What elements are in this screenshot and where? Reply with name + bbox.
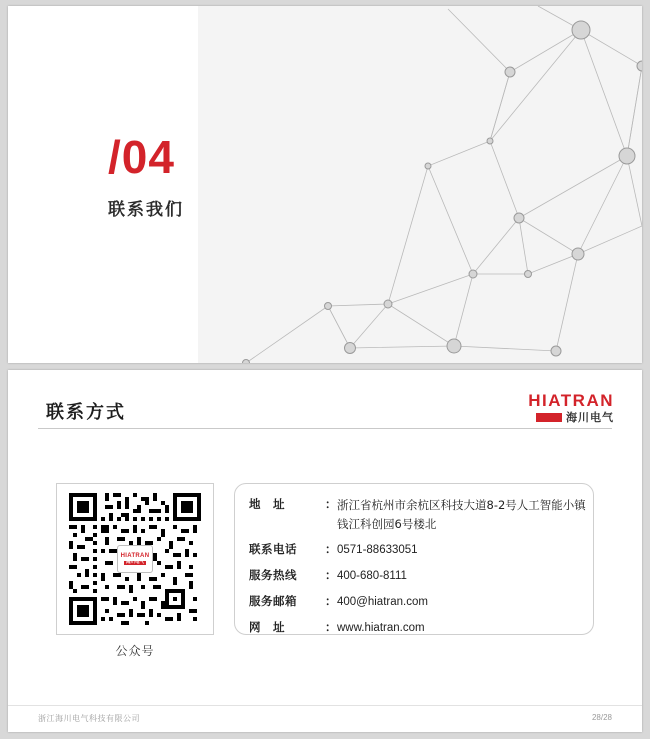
contact-value-line2: 钱江科创园6号楼北 (337, 516, 437, 531)
contact-row-website (249, 619, 593, 638)
footer-company: 浙江海川电气科技有限公司 (38, 714, 140, 723)
qr-code-image (69, 493, 201, 625)
company-logo (528, 392, 614, 423)
contact-row-hotline (249, 567, 593, 586)
contact-info-card (234, 483, 594, 635)
qr-center-logo (117, 545, 153, 573)
contact-label: 网 址 (249, 619, 285, 634)
contact-label: 服务邮箱 (249, 593, 297, 608)
slide-footer (8, 705, 642, 732)
page-title: 联系方式 (46, 402, 126, 423)
contact-label: 服务热线 (249, 567, 297, 582)
qr-caption: 公众号 (115, 644, 155, 658)
qr-code-card (56, 483, 214, 635)
contact-colon: ： (325, 541, 337, 556)
contact-value: 400-680-8111 (337, 569, 407, 582)
logo-text-cn: 海川电气 (566, 411, 614, 424)
contact-row-phone (249, 541, 593, 560)
section-divider-slide (8, 6, 642, 363)
contact-label: 地 址 (249, 497, 285, 511)
contact-colon: ： (325, 619, 337, 634)
logo-text-en: HIATRAN (528, 391, 614, 410)
qr-center-logo-en: HIATRAN (120, 552, 150, 559)
section-number: /04 (108, 131, 175, 183)
qr-center-logo-cn: 海川电气 (126, 559, 144, 565)
contact-row-email (249, 593, 593, 612)
network-graphic (198, 6, 642, 363)
network-graphic-panel (198, 6, 642, 363)
contact-value[interactable]: 400@hiatran.com (337, 595, 428, 608)
contact-colon: ： (325, 497, 337, 511)
contact-label: 联系电话 (249, 541, 297, 556)
footer-page-number: 28/28 (591, 713, 612, 722)
title-divider (38, 428, 612, 429)
contact-value[interactable]: www.hiatran.com (337, 621, 425, 634)
contact-colon: ： (325, 567, 337, 582)
contact-value-line1: 浙江省杭州市余杭区科技大道8-2号人工智能小镇 (337, 498, 586, 512)
section-title: 联系我们 (108, 200, 184, 220)
logo-subline (528, 412, 614, 423)
logo-bar-icon (536, 413, 562, 422)
contact-value: 0571-88633051 (337, 543, 418, 556)
contact-colon: ： (325, 593, 337, 608)
contact-row-address (249, 496, 593, 534)
divider-text-panel (8, 6, 198, 363)
contact-slide (8, 370, 642, 732)
contact-value (337, 496, 586, 534)
